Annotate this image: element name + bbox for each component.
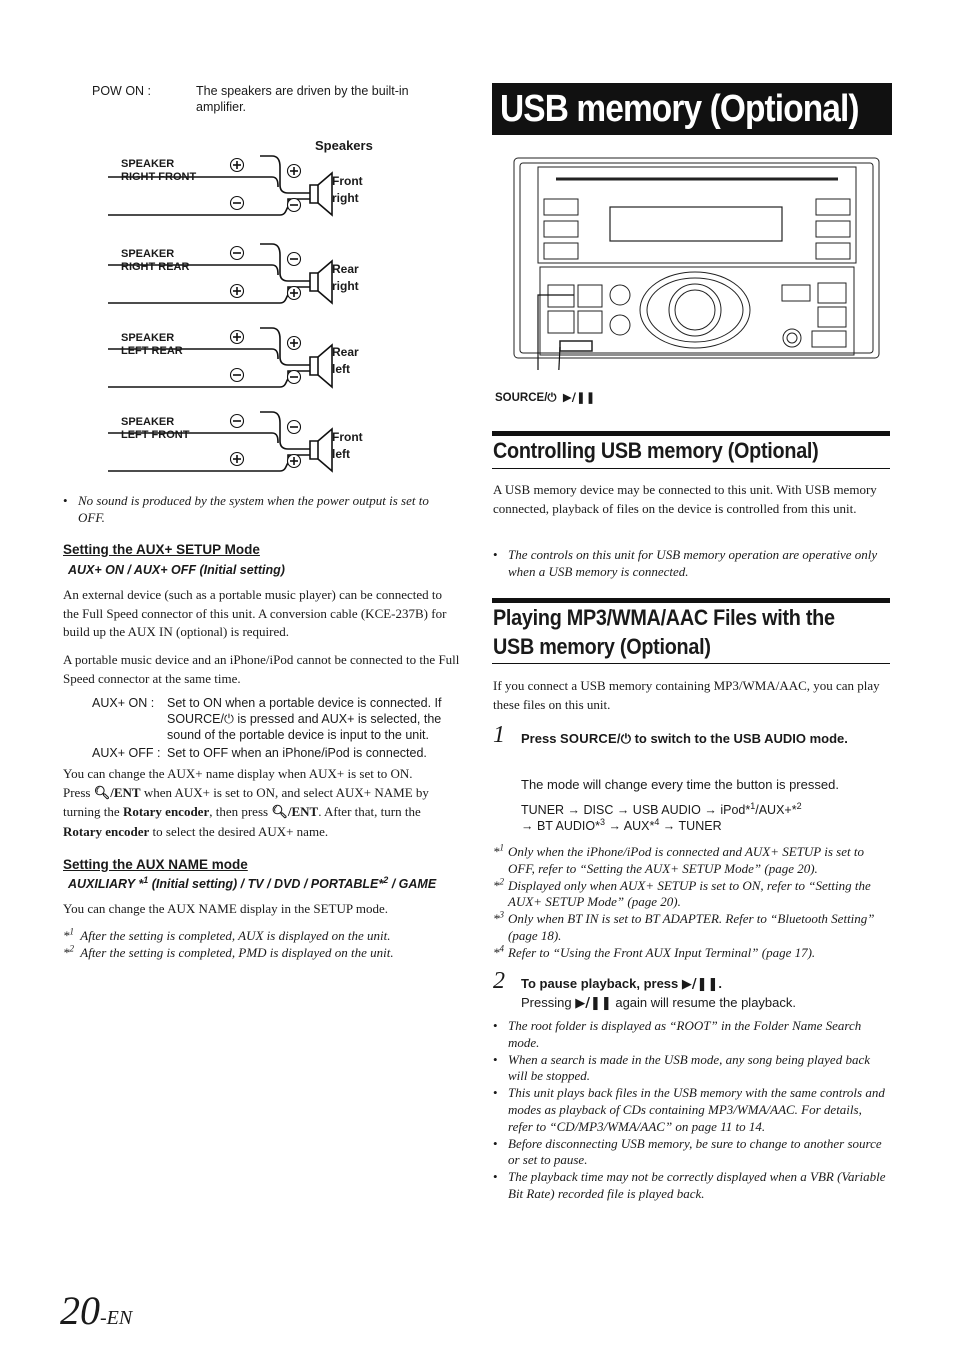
banner-title: USB memory (Optional) bbox=[500, 88, 859, 130]
speaker-name: Rear left bbox=[332, 345, 359, 376]
left-note bbox=[63, 493, 458, 527]
step-1-description: The mode will change every time the button is pressed. bbox=[521, 777, 839, 792]
note-item: • Before disconnecting USB memory, be sure to change to another source or set to pause. bbox=[493, 1136, 889, 1170]
head-unit-drawing bbox=[510, 155, 882, 370]
power-icon: ⏻ bbox=[620, 731, 631, 746]
search-icon: 🔍︎ bbox=[93, 785, 111, 801]
note-item: • The playback time may not be correctly displayed when a VBR (Variable Bit Rate) recorded file is played back. bbox=[493, 1169, 889, 1203]
note-item: • The root folder is displayed as “ROOT” in the Folder Name Search mode. bbox=[493, 1018, 889, 1052]
aux-setup-heading: Setting the AUX+ SETUP Mode bbox=[63, 542, 260, 557]
section-rule-bottom bbox=[492, 663, 890, 664]
play-pause-icon: ▶/❚❚ bbox=[575, 996, 612, 1011]
device-illustration bbox=[510, 155, 882, 370]
usb-footnotes: *$^1$ Only when the iPhone/iPod is connected and AUX+ SETUP is set to OFF, refer to “Setting the AUX+ SETUP Mode” (page 20). *$^2$ Displayed only when AUX+ SETUP is set to ON, refer to “Setting the AUX+ SETUP Mode” (page 20). *$^3$ Only when BT IN is set to BT ADAPTER. Refer to “Bluetooth Setting” (page 18). *$^4$ Refer to “Using the Front AUX Input Terminal” (page 17). bbox=[493, 842, 875, 960]
note-item: • When a search is made in the USB mode, any song being played back will be stopped. bbox=[493, 1052, 889, 1086]
usb-notes bbox=[493, 1018, 889, 1203]
search-icon: 🔍︎ bbox=[271, 805, 288, 820]
aux-off-description: Set to OFF when an iPhone/iPod is connected. bbox=[167, 746, 427, 760]
pow-on-description: The speakers are driven by the built-in amplifier. bbox=[196, 84, 409, 114]
speaker-name: Rear right bbox=[332, 262, 359, 293]
aux-setup-para3: You can change the AUX+ name display when AUX+ is set to ON. Press 🔍︎/ENT when AUX+ is set to ON, and select AUX+ NAME by turning the Rotary encoder, then press 🔍︎/ENT. After that, turn the Rotary encoder to select the desired AUX+ name. bbox=[63, 766, 429, 839]
speaker-name: Front right bbox=[332, 174, 363, 205]
note-item: • This unit plays back files in the USB memory with the same controls and modes as playback of CDs containing MP3/WMA/AAC. For details, refer to “CD/MP3/WMA/AAC” on page 11 to 14. bbox=[493, 1085, 889, 1135]
playing-para: If you connect a USB memory containing MP3/WMA/AAC, you can play these files on this unit. bbox=[493, 678, 880, 712]
aux-name-para: You can change the AUX NAME display in the SETUP mode. bbox=[63, 901, 388, 916]
power-icon: ⏻ bbox=[547, 392, 557, 404]
play-pause-icon: ▶/❚❚ bbox=[681, 977, 719, 992]
controlling-para: A USB memory device may be connected to this unit. With USB memory connected, playback of files on the device is controlled from this unit. bbox=[493, 482, 877, 516]
usb-memory-banner bbox=[492, 83, 892, 135]
speakers-title: Speakers bbox=[315, 138, 373, 153]
pow-on-label: POW ON : bbox=[92, 84, 152, 98]
step-2-instruction: To pause playback, press ▶/❚❚. bbox=[521, 976, 723, 992]
play-pause-icon: ▶/❚❚ bbox=[562, 390, 596, 404]
controlling-title: Controlling USB memory (Optional) bbox=[493, 438, 819, 463]
step-1-instruction: Press SOURCE/⏻ to switch to the USB AUDIO mode. bbox=[521, 731, 848, 746]
aux-name-subheading: AUXILIARY *$^1$ (Initial setting) / TV / DVD / PORTABLE*$^2$ / GAME bbox=[68, 874, 437, 891]
aux-setup-subheading: AUX+ ON / AUX+ OFF (Initial setting) bbox=[68, 563, 285, 577]
speaker-row-label: SPEAKER LEFT FRONT bbox=[121, 416, 190, 441]
aux-name-footnote-2: *$^2$ After the setting is completed, PMD is displayed on the unit. bbox=[63, 943, 394, 960]
speaker-name: Front left bbox=[332, 430, 363, 461]
aux-off-label: AUX+ OFF : bbox=[92, 746, 161, 760]
aux-on-description: Set to ON when a portable device is connected. If SOURCE/⏻ is pressed and AUX+ is selected, the sound of the portable device is input to the unit. bbox=[167, 696, 442, 742]
mode-sequence: TUNER → DISC → USB AUDIO → iPod*$^1$/AUX+*$^2$ → BT AUDIO*$^3$ → AUX*$^4$ → TUNER bbox=[521, 800, 802, 833]
power-icon: ⏻ bbox=[223, 712, 234, 726]
speaker-row-label: SPEAKER RIGHT FRONT bbox=[121, 158, 197, 183]
note-item: • The controls on this unit for USB memory operation are operative only when a USB memory is connected. bbox=[493, 547, 885, 581]
step-2-description: Pressing ▶/❚❚ again will resume the playback. bbox=[521, 995, 796, 1011]
controlling-notes bbox=[493, 547, 885, 581]
step-1-number: 1 bbox=[493, 722, 505, 748]
aux-setup-para1: An external device (such as a portable music player) can be connected to the Full Speed connector of this unit. A conversion cable (KCE-237B) for build up the AUX IN (optional) is required. bbox=[63, 587, 447, 639]
note-item: • No sound is produced by the system when the power output is set to OFF. bbox=[63, 493, 458, 527]
aux-setup-para2: A portable music device and an iPhone/iPod cannot be connected to the Full Speed connector at the same time. bbox=[63, 652, 460, 686]
speaker-row-label: SPEAKER LEFT REAR bbox=[121, 332, 183, 357]
aux-on-label: AUX+ ON : bbox=[92, 696, 155, 710]
speaker-row-label: SPEAKER RIGHT REAR bbox=[121, 248, 190, 273]
playing-title: Playing MP3/WMA/AAC Files with the USB memory (Optional) bbox=[493, 605, 835, 659]
aux-name-heading: Setting the AUX NAME mode bbox=[63, 857, 248, 872]
aux-name-footnote-1: *$^1$ After the setting is completed, AUX is displayed on the unit. bbox=[63, 926, 391, 943]
section-rule-bottom bbox=[492, 468, 890, 469]
step-2-number: 2 bbox=[493, 968, 505, 994]
source-callout-label: SOURCE/⏻ ▶/❚❚ bbox=[495, 390, 596, 404]
page-number: 20-EN bbox=[60, 1288, 133, 1333]
speakers-diagram bbox=[100, 135, 400, 480]
